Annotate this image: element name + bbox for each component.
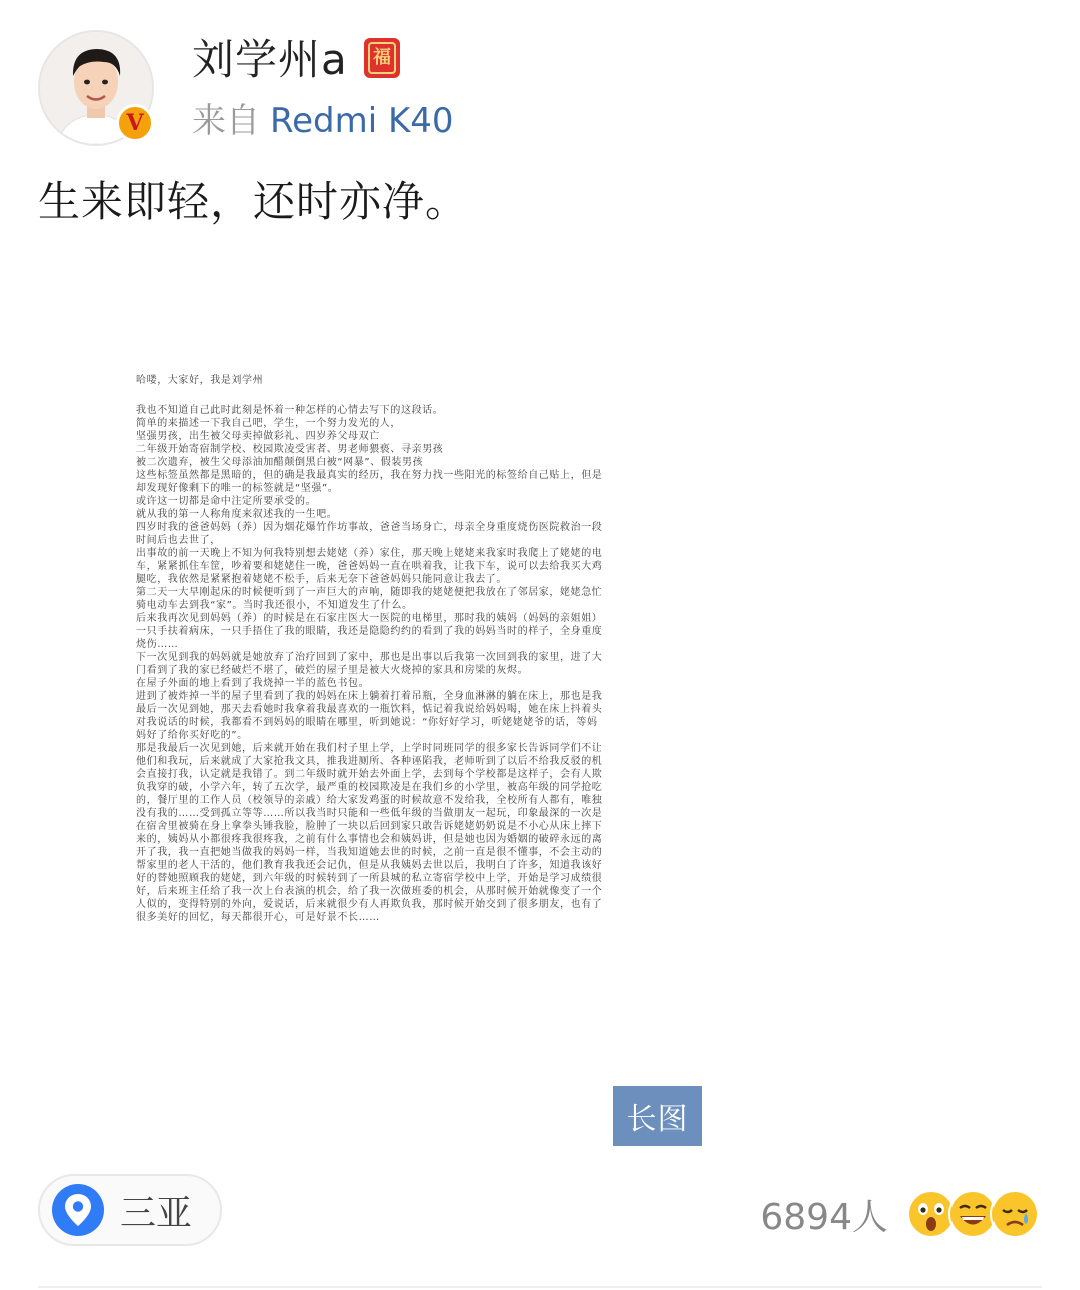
username[interactable]: 刘学州a (192, 35, 348, 84)
doc-paragraph: 这些标签虽然都是黑暗的，但的确是我最真实的经历，我在努力找一些阳光的标签给自己贴上，但是却发现好像剩下的唯一的标签就是“坚强”。 (136, 470, 603, 494)
verified-badge-icon (116, 104, 154, 142)
doc-paragraph: 二年级开始寄宿制学校、校园欺凌受害者、男老师猥亵、寻亲男孩 (136, 444, 444, 455)
post-long-image[interactable] (38, 242, 1042, 1146)
doc-paragraph: 出事故的前一天晚上不知为何我特别想去姥姥（养）家住，那天晚上姥姥来我家时我爬上了姥姥的电车，紧紧抓住车筐，吵着要和姥姥住一晚，爸爸妈妈一直在哄着我，让我下车，说可以去给我买大鸡腿吃，我依然是紧紧抱着姥姥不松手，后来无奈下爸爸妈妈只能同意让我去了。 (136, 548, 603, 585)
doc-paragraph: 或许这一切都是命中注定所要承受的。 (136, 496, 317, 507)
divider (38, 1286, 1042, 1288)
fu-badge-label: 福 (368, 42, 396, 74)
doc-greeting: 哈喽，大家好，我是刘学州 (136, 375, 264, 386)
doc-paragraph: 第二天一大早刚起床的时候便听到了一声巨大的声响，随即我的姥姥便把我放在了邻居家，姥姥急忙骑电动车去到我“家”。当时我还很小，不知道发生了什么。 (136, 587, 603, 611)
doc-paragraph: 四岁时我的爸爸妈妈（养）因为烟花爆竹作坊事故，爸爸当场身亡，母亲全身重度烧伤医院救治一段时间后也去世了， (136, 522, 603, 546)
doc-paragraph: 简单的来描述一下我自己吧，学生，一个努力发光的人， (136, 418, 401, 429)
location-pin-glyph-icon (63, 1192, 93, 1228)
doc-paragraph: 在屋子外面的地上看到了我烧掉一半的蓝色书包。 (136, 678, 370, 689)
long-image-badge[interactable]: 长图 (613, 1086, 702, 1146)
location-tag[interactable] (38, 1174, 222, 1246)
verified-mark: V (126, 110, 144, 136)
doc-paragraph: 下一次见到我的妈妈就是她放弃了治疗回到了家中，那也是出事以后我第一次回到我的家里，进了大门看到了我的家已经破烂不堪了，破烂的屋子里是被大火烧掉的家具和房梁的灰烬。 (136, 652, 603, 676)
doc-paragraph: 后来我再次见到妈妈（养）的时候是在石家庄医大一医院的电梯里，那时我的姨妈（妈妈的亲姐姐）一只手扶着病床，一只手捂住了我的眼睛，我还是隐隐约约的看到了我的妈妈当时的样子，全身重度烧伤…… (136, 613, 603, 650)
doc-paragraph: 进到了被炸掉一半的屋子里看到了我的妈妈在床上躺着打着吊瓶，全身血淋淋的躺在床上，那也是我最后一次见到她，那天去看她时我拿着我最喜欢的一瓶饮料，惦记着我说给妈妈喝，她在床上抖着头对我说话的时候，我都看不到妈妈的眼睛在哪里，听到她说：“你好好学习，听姥姥姥爷的话，等妈妈好了给你买好吃的”。 (136, 691, 603, 741)
doc-paragraph: 坚强男孩，出生被父母卖掉做彩礼、四岁养父母双亡 (136, 431, 380, 442)
post-text: 生来即轻，还时亦净。 (38, 177, 469, 226)
reactions[interactable] (760, 1184, 1040, 1244)
reaction-count[interactable]: 6894人 (760, 1196, 888, 1238)
post-source (192, 98, 454, 144)
location-pin-icon (52, 1184, 104, 1236)
fu-badge-icon[interactable] (364, 38, 400, 78)
device-link[interactable]: Redmi K40 (270, 101, 454, 141)
doc-paragraph: 那是我最后一次见到她，后来就开始在我们村子里上学，上学时同班同学的很多家长告诉同学们不让他们和我玩，后来就成了大家抢我文具，推我进厕所、各种诬陷我，老师听到了以后不给我反驳的机会直接打我，认定就是我错了。到二年级时就开始去外面上学，去到每个学校都是这样子，会有人欺负我穿的破，小学六年，转了五次学，最严重的校园欺凌是在我们乡的小学里，被高年级的同学抢吃的，餐厅里的工作人员（校领导的亲戚）给大家发鸡蛋的时候故意不发给我，全校所有人都有，唯独没有我的……受到孤立等等……所以我当时只能和一些低年级的当做朋友一起玩，印象最深的一次是在宿舍里被骑在身上拿拳头锤我脸，脸肿了一块以后回到家只敢告诉姥姥奶奶说是不小心从床上摔下来的，姨妈从小都很疼我很疼我，之前有什么事情也会和姨妈讲，但是她也因为婚姻的破碎永远的离开了我，我一直把她当做我的妈妈一样，当我知道她去世的时候，之前一直是很不懂事，不会主动的帮家里的老人干活的，他们教育我我还会记仇，但是从我姨妈去世以后，我明白了许多，知道我该好好的替她照顾我的姥姥，到六年级的时候转到了一所县城的私立寄宿学校中上学，开始是学习成绩很好，后来班主任给了我一次上台表演的机会，给了我一次做班委的机会，从那时候开始就像变了一个人似的，变得特别的外向，爱说话，后来就很少有人再欺负我，那时候开始交到了很多朋友，也有了很多美好的回忆，每天都很开心，可是好景不长…… (136, 743, 603, 923)
doc-paragraph: 就从我的第一人称角度来叙述我的一生吧。 (136, 509, 338, 520)
doc-paragraph: 被二次遗弃，被生父母添油加醋颠倒黑白被“网暴”、假装男孩 (136, 457, 424, 468)
avatar[interactable] (38, 30, 154, 146)
doc-paragraph: 我也不知道自己此时此刻是怀着一种怎样的心情去写下的这段话。 (136, 405, 444, 416)
source-prefix: 来自 (192, 101, 260, 141)
location-label: 三亚 (120, 1192, 193, 1234)
sad-emoji-icon (990, 1189, 1040, 1239)
post-header (38, 28, 1038, 148)
long-image-document (136, 374, 606, 1146)
